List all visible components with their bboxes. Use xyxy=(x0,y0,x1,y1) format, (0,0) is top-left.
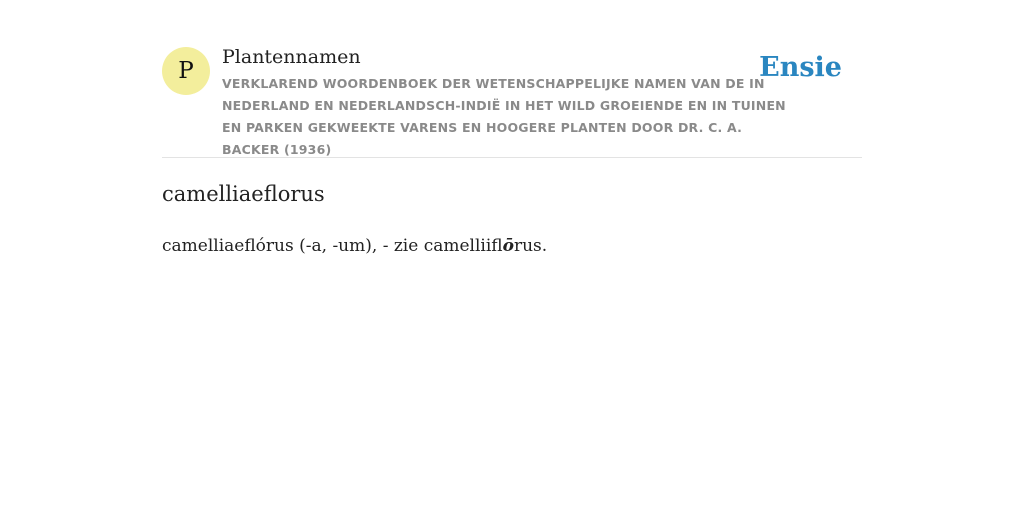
book-title[interactable]: Plantennamen xyxy=(222,46,361,68)
entry-definition xyxy=(162,236,547,256)
book-subtitle: VERKLAREND WOORDENBOEK DER WETENSCHAPPELIJKE NAMEN VAN DE IN NEDERLAND EN NEDERLANDSCH-INDIË IN HET WILD GROEIENDE EN IN TUINEN EN PARKEN GEKWEEKTE VARENS EN HOOGERE PLANTEN DOOR DR. C. A. BACKER (1936) xyxy=(222,76,786,157)
page-header xyxy=(162,46,862,156)
definition-text-end: rus. xyxy=(513,236,548,256)
book-logo-letter: P xyxy=(178,58,194,84)
book-logo[interactable] xyxy=(162,47,210,95)
entry-headword: camelliaeflorus xyxy=(162,182,325,206)
definition-text: camelliaeflórus (-a, -um), - zie camelliifl xyxy=(162,236,503,256)
definition-accent-letter: ō xyxy=(502,236,514,256)
ensie-brand-link[interactable]: Ensie xyxy=(759,52,842,83)
header-divider xyxy=(162,157,862,158)
